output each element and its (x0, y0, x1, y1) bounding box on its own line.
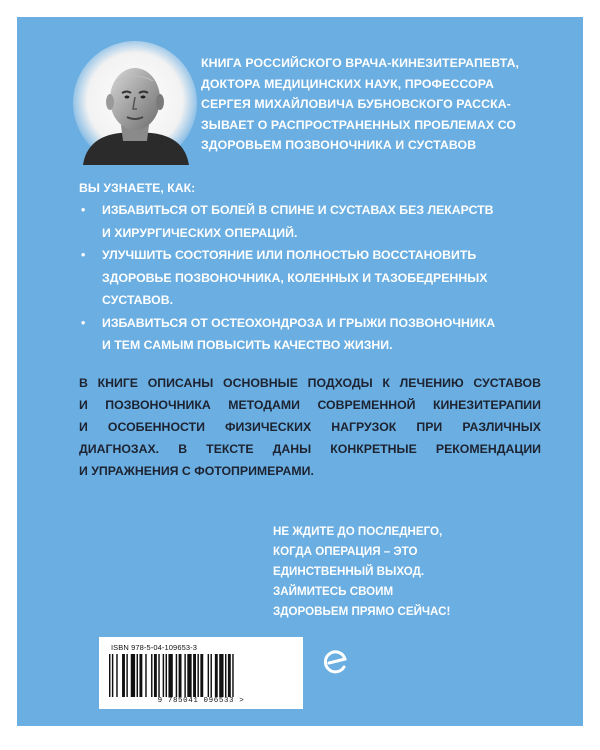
benefit-line: УЛУЧШИТЬ СОСТОЯНИЕ ИЛИ ПОЛНОСТЬЮ ВОССТАНОВИТЬ (102, 248, 477, 262)
intro-line: СЕРГЕЯ МИХАЙЛОВИЧА БУБНОВСКОГО РАССКА- (201, 97, 511, 111)
bullet-icon: • (81, 248, 86, 262)
benefits-list (79, 199, 539, 357)
description-line: И ОСОБЕННОСТИ ФИЗИЧЕСКИХ НАГРУЗОК ПРИ РАЗЛИЧНЫХ (79, 420, 541, 434)
intro-line: КНИГА РОССИЙСКОГО ВРАЧА-КИНЕЗИТЕРАПЕВТА, (201, 56, 520, 70)
callout-line: ЕДИНСТВЕННЫЙ ВЫХОД. (273, 565, 425, 578)
intro-line: ДОКТОРА МЕДИЦИНСКИХ НАУК, ПРОФЕССОРА (201, 76, 494, 91)
benefit-item (79, 199, 539, 244)
description-line: И УПРАЖНЕНИЯ С ФОТОПРИМЕРАМИ. (79, 464, 314, 478)
callout-line: НЕ ЖДИТЕ ДО ПОСЛЕДНЕГО, (273, 525, 443, 538)
book-description (79, 372, 541, 482)
benefit-line: ЗДОРОВЬЕ ПОЗВОНОЧНИКА, КОЛЕННЫХ И ТАЗОБЕДРЕННЫХ (102, 270, 488, 285)
call-to-action (273, 522, 493, 622)
bullet-icon: • (81, 315, 86, 330)
benefit-line: ИЗБАВИТЬСЯ ОТ ОСТЕОХОНДРОЗА И ГРЫЖИ ПОЗВОНОЧНИКА (102, 315, 496, 330)
learn-heading: ВЫ УЗНАЕТЕ, КАК: (79, 181, 196, 195)
isbn-label: ISBN 978-5-04-109653-3 (111, 643, 198, 652)
callout-line: КОГДА ОПЕРАЦИЯ – ЭТО (273, 545, 418, 558)
barcode-panel (99, 637, 303, 709)
barcode-icon (109, 654, 293, 698)
benefit-item (79, 244, 539, 312)
bullet-icon: • (81, 203, 86, 217)
publisher-logo-icon (322, 649, 350, 677)
benefit-line: СУСТАВОВ. (102, 293, 173, 307)
benefit-line: И ХИРУРГИЧЕСКИХ ОПЕРАЦИЙ. (102, 225, 298, 240)
description-line: В КНИГЕ ОПИСАНЫ ОСНОВНЫЕ ПОДХОДЫ К ЛЕЧЕНИЮ СУСТАВОВ (79, 376, 541, 390)
intro-line: ЗДОРОВЬЕМ ПОЗВОНОЧНИКА И СУСТАВОВ (201, 138, 477, 152)
description-line: И ПОЗВОНОЧНИКА МЕТОДАМИ СОВРЕМЕННОЙ КИНЕЗИТЕРАПИИ (79, 398, 541, 412)
benefit-line: И ТЕМ САМЫМ ПОВЫСИТЬ КАЧЕСТВО ЖИЗНИ. (102, 338, 393, 352)
author-introduction (201, 53, 541, 156)
description-line: ДИАГНОЗАХ. В ТЕКСТЕ ДАНЫ КОНКРЕТНЫЕ РЕКОМЕНДАЦИИ (79, 442, 541, 456)
benefit-item (79, 312, 539, 357)
book-back-cover (17, 17, 583, 726)
benefit-line: ИЗБАВИТЬСЯ ОТ БОЛЕЙ В СПИНЕ И СУСТАВАХ БЕЗ ЛЕКАРСТВ (102, 203, 494, 217)
callout-line: ЗДОРОВЬЕМ ПРЯМО СЕЙЧАС! (273, 605, 451, 618)
intro-line: ЗЫВАЕТ О РАСПРОСТРАНЕННЫХ ПРОБЛЕМАХ СО (201, 117, 517, 132)
barcode-digits: 9 785041 096533 > (103, 697, 299, 705)
callout-line: ЗАЙМИТЕСЬ СВОИМ (273, 585, 394, 598)
author-photo (73, 41, 197, 165)
